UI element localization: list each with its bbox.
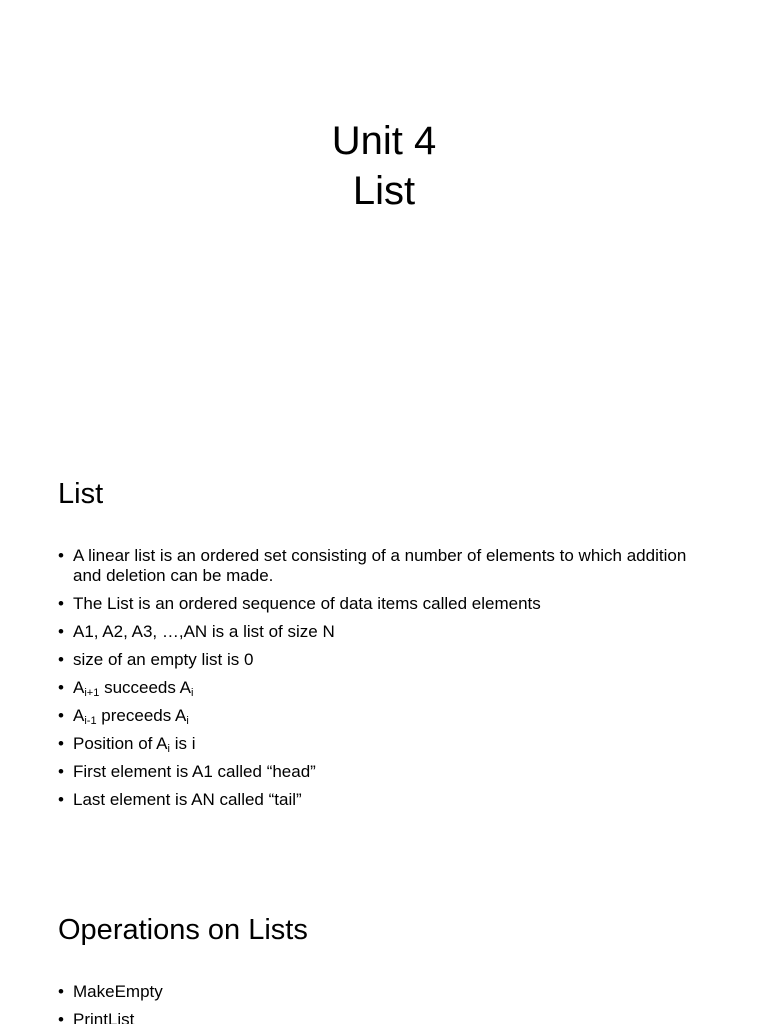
bullet-item bbox=[58, 678, 718, 698]
text-fragment: A bbox=[73, 678, 85, 697]
bullet-item: • PrintList bbox=[58, 1010, 718, 1024]
bullet-item: • A linear list is an ordered set consisting of a number of elements to which addition and deletion can be made. bbox=[58, 546, 718, 586]
title-line-unit: Unit 4 bbox=[331, 119, 437, 163]
title-line-topic: List bbox=[352, 169, 416, 213]
bullet-item: • MakeEmpty bbox=[58, 982, 718, 1002]
subscript: i-1 bbox=[84, 715, 97, 727]
bullet-item: • The List is an ordered sequence of data items called elements bbox=[58, 594, 718, 614]
bullet-item: • First element is A1 called “head” bbox=[58, 762, 718, 782]
bullet-item bbox=[58, 734, 718, 754]
bullet-item: • A1, A2, A3, …,AN is a list of size N bbox=[58, 622, 718, 642]
slide-heading: Operations on Lists bbox=[58, 914, 308, 946]
bullet-item bbox=[58, 706, 718, 726]
text-fragment: Position of A bbox=[73, 734, 168, 753]
text-fragment: preceeds A bbox=[96, 706, 187, 725]
subscript: i bbox=[167, 743, 170, 755]
text-fragment: is i bbox=[169, 734, 196, 753]
list-definition-slide bbox=[0, 432, 768, 864]
text-fragment: succeeds A bbox=[99, 678, 192, 697]
text-fragment: A bbox=[73, 706, 85, 725]
subscript: i+1 bbox=[84, 687, 100, 699]
title-slide-title bbox=[0, 116, 768, 216]
bullet-item: • Last element is AN called “tail” bbox=[58, 790, 718, 810]
bullet-item: • size of an empty list is 0 bbox=[58, 650, 718, 670]
subscript: i bbox=[186, 715, 189, 727]
title-slide bbox=[0, 0, 768, 432]
slide-heading: List bbox=[58, 478, 104, 510]
subscript: i bbox=[191, 687, 194, 699]
bullet-list bbox=[58, 982, 718, 1024]
bullet-list bbox=[58, 546, 718, 818]
operations-slide bbox=[0, 864, 768, 1024]
